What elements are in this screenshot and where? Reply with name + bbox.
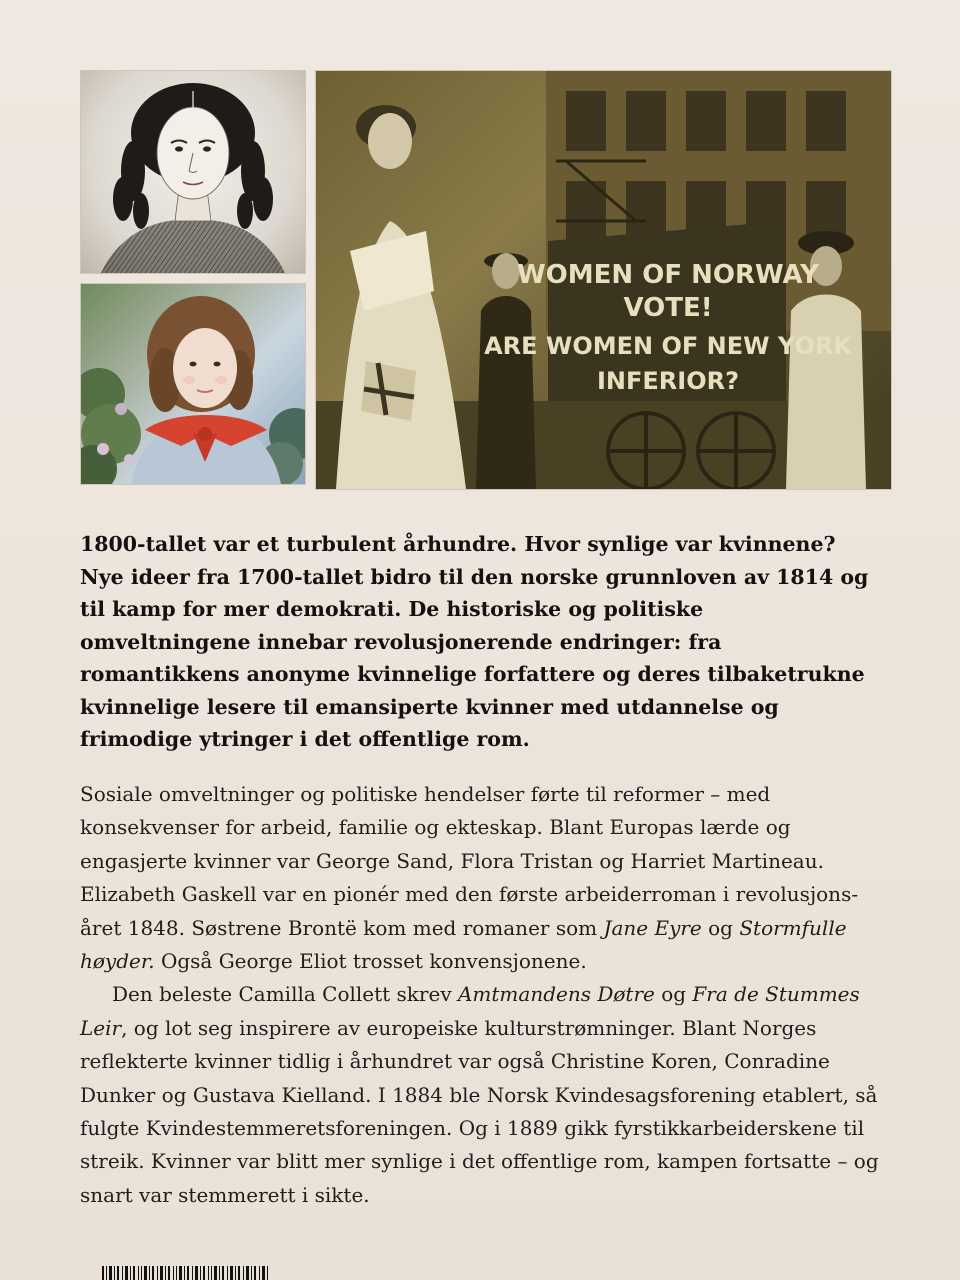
banner-line-2: VOTE! <box>623 293 713 323</box>
suffrage-march-photo <box>315 70 892 490</box>
book-title-fra-de-stummes-leir: Fra de Stummes Leir <box>80 982 860 1040</box>
paragraph-2-text-b: og <box>654 982 693 1007</box>
banner-line-1: WOMEN OF NORWAY <box>517 260 819 290</box>
body-paragraph-2 <box>80 978 880 1212</box>
paragraph-2-text-c: , og lot seg inspirere av europeiske kulturstrømninger. Blant Norges reflekterte kvinner tidlig i århundret var også Christine Koren, Conradine Dunker og Gustava Kielland. I 1884 ble Norsk Kvindesagsforening etablert, så fulgte Kvindestemmeretsforeningen. Og i 1889 gikk fyrstikkarbeiderskene til streik. Kvinner var blitt mer synlige i det offentlige rom, kampen fortsatte – og snart var stemmerett i sikte. <box>80 1015 879 1207</box>
body-text <box>80 778 880 1212</box>
book-title-jane-eyre: Jane Eyre <box>603 915 702 940</box>
portrait-painting-image <box>80 283 306 485</box>
book-title-stormfulle-hoyder: Stormfulle høyder. <box>80 915 847 974</box>
paragraph-1-text-b: og <box>701 915 740 940</box>
lead-paragraph: 1800-tallet var et turbulent århundre. Hvor synlige var kvinnene? Nye ideer fra 1700-tallet bidro til den norske grunnloven av 1814 og til kamp for mer demokrati. De historiske og politiske omveltningene innebar revolusjonerende endringer: fra romantikkens anonyme kvinnelige forfattere og deres tilbaketrukne kvinnelige lesere til emansiperte kvinner med utdannelse og frimodige ytringer i det offentlige rom. <box>80 532 869 751</box>
portrait-engraving-image <box>80 70 306 274</box>
barcode-graphic <box>102 1266 272 1280</box>
paragraph-1-text-c: Også George Eliot trosset konvensjonene. <box>154 949 587 974</box>
banner-line-3: ARE WOMEN OF NEW YORK <box>484 332 852 360</box>
banner-line-4: INFERIOR? <box>596 367 740 395</box>
paragraph-1-text-a: Sosiale omveltninger og politiske hendelser førte til reformer – med konsekvenser for arbeid, familie og ekteskap. Blant Europas lærde og engasjerte kvinner var George Sand, Flora Tristan og Harriet Martineau. Elizabeth Gaskell var en pionér med den første arbeiderroman i revolusjonsåret 1848. Søstrene Brontë kom med romaner som <box>80 782 859 940</box>
body-paragraph-1 <box>80 778 880 978</box>
paragraph-2-text-a: Den beleste Camilla Collett skrev <box>112 982 458 1007</box>
book-title-amtmandens-dotre: Amtmandens Døtre <box>457 982 655 1007</box>
